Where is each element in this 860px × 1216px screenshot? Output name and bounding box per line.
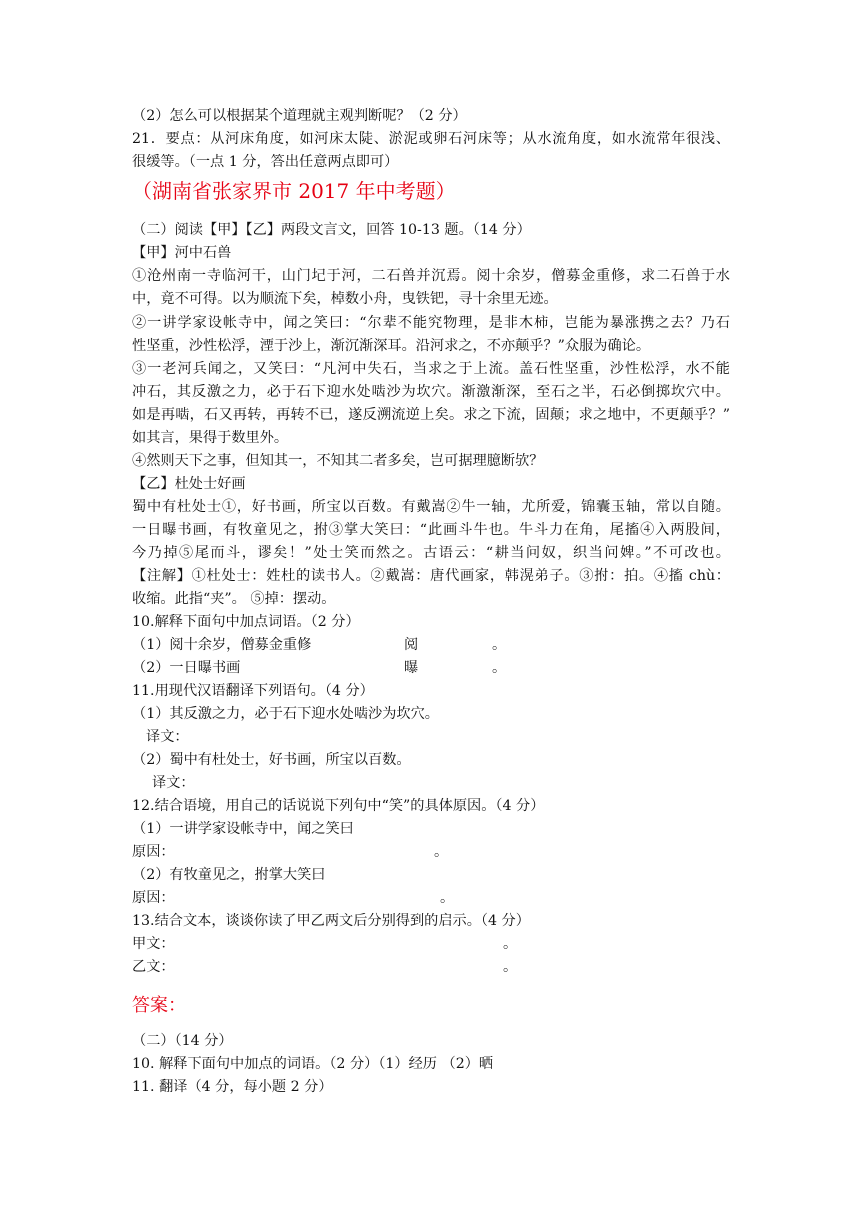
q10-item-1-word: 阅 [404, 637, 419, 653]
p3-line-4: 如其言，果得于数里外。 [132, 430, 289, 446]
passage-jia-title: 【甲】河中石兽 [132, 245, 232, 261]
p3-line-2: 冲石，其反激之力，必于石下迎水处啮沙为坎穴。渐激渐深，至石之半，石必倒掷坎穴中。 [132, 384, 730, 400]
q11-item-1: （1）其反激之力，必于石下迎水处啮沙为坎穴。 [132, 706, 439, 722]
q11-item-2: （2）蜀中有杜处士，好书画，所宝以百数。 [132, 752, 411, 768]
answer-10: 10. 解释下面句中加点的词语。（2 分）（1）经历 （2）晒 [132, 1056, 494, 1072]
p5-line-2: 一日曝书画，有牧童见之，拊③掌大笑曰：“此画斗牛也。牛斗力在角，尾搐④入两股间， [132, 522, 730, 538]
passage-intro: （二）阅读【甲】【乙】两段文言文，回答 10-13 题。（14 分） [132, 222, 531, 238]
p5-line-3: 今乃掉⑤尾而斗，谬矣！”处士笑而然之。古语云：“耕当问奴，织当问婢。”不可改也。 [132, 545, 730, 561]
q10-item-2: （2）一日曝书画 [132, 660, 241, 676]
q21-line-1: 21．要点：从河床角度，如河床太陡、淤泥或卵石河床等；从水流角度，如水流常年很浅、 [132, 131, 730, 147]
p2-line-1: ②一讲学家设帐寺中，闻之笑曰：“尔辈不能究物理，是非木柿，岂能为暴涨携之去？乃石 [132, 315, 730, 331]
q12-item-1-blank-end: 。 [434, 844, 449, 860]
q2-line: （2）怎么可以根据某个道理就主观判断呢？（2 分） [132, 108, 467, 124]
q10-item-2-blank-end: 。 [492, 660, 507, 676]
note-line-1: 【注解】①杜处士：姓杜的读书人。②戴嵩：唐代画家，韩滉弟子。③拊：拍。④搐 chù： [132, 568, 730, 584]
p1-line-2: 中，竟不可得。以为顺流下矣，棹数小舟，曳铁钯，寻十余里无迹。 [132, 291, 558, 307]
q10-item-1-blank-end: 。 [492, 637, 507, 653]
q10-item-2-word: 曝 [404, 660, 419, 676]
q11-title: 11.用现代汉语翻译下列语句。（4 分） [132, 683, 374, 699]
q10-title: 10.解释下面句中加点词语。（2 分） [132, 614, 360, 630]
answer-11: 11. 翻译（4 分，每小题 2 分） [132, 1079, 333, 1095]
section-heading: （湖南省张家界市 2017 年中考题） [132, 179, 456, 203]
q12-item-2-blank-end: 。 [440, 890, 455, 906]
q12-item-1: （1）一讲学家设帐寺中，闻之笑曰 [132, 821, 354, 837]
q12-item-1-reason-label: 原因： [132, 844, 175, 860]
note-line-2: 收缩。此指“夹”。 ⑤掉：摆动。 [132, 591, 336, 607]
q11-item-2-translation-label: 译文： [152, 775, 195, 791]
p2-line-2: 性坚重，沙性松浮，湮于沙上，渐沉渐深耳。沿河求之，不亦颠乎？”众服为确论。 [132, 338, 651, 354]
q13-jia-blank-end: 。 [503, 936, 518, 952]
q12-item-2: （2）有牧童见之，拊掌大笑曰 [132, 867, 326, 883]
q13-jia-label: 甲文： [132, 936, 175, 952]
q12-item-2-reason-label: 原因： [132, 890, 175, 906]
q12-title: 12.结合语境，用自己的话说说下列句中“笑”的具体原因。（4 分） [132, 798, 545, 814]
p4-line-1: ④然则天下之事，但知其一，不知其二者多矣，岂可据理臆断欤？ [132, 453, 544, 469]
passage-yi-title: 【乙】杜处士好画 [132, 476, 246, 492]
q13-yi-label: 乙文： [132, 959, 175, 975]
p3-line-3: 如是再啮，石又再转，再转不已，遂反溯流逆上矣。求之下流，固颠；求之地中，不更颠乎？” [132, 407, 730, 423]
q13-title: 13.结合文本，谈谈你读了甲乙两文后分别得到的启示。（4 分） [132, 913, 530, 929]
answers-intro: （二）（14 分） [132, 1033, 233, 1049]
q10-item-1: （1）阅十余岁，僧募金重修 [132, 637, 312, 653]
q13-yi-blank-end: 。 [503, 959, 518, 975]
p5-line-1: 蜀中有杜处士①，好书画，所宝以百数。有戴嵩②牛一轴，尤所爱，锦囊玉轴，常以自随。 [132, 499, 730, 515]
p3-line-1: ③一老河兵闻之，又笑曰：“凡河中失石，当求之于上流。盖石性坚重，沙性松浮，水不能 [132, 361, 730, 377]
q21-line-2: 很缓等。（一点 1 分，答出任意两点即可） [132, 154, 399, 170]
p1-line-1: ①沧州南一寺临河干，山门圮于河，二石兽并沉焉。阅十余岁，僧募金重修，求二石兽于水 [132, 268, 730, 284]
answers-title: 答案： [132, 995, 186, 1016]
q11-item-1-translation-label: 译文： [146, 729, 189, 745]
